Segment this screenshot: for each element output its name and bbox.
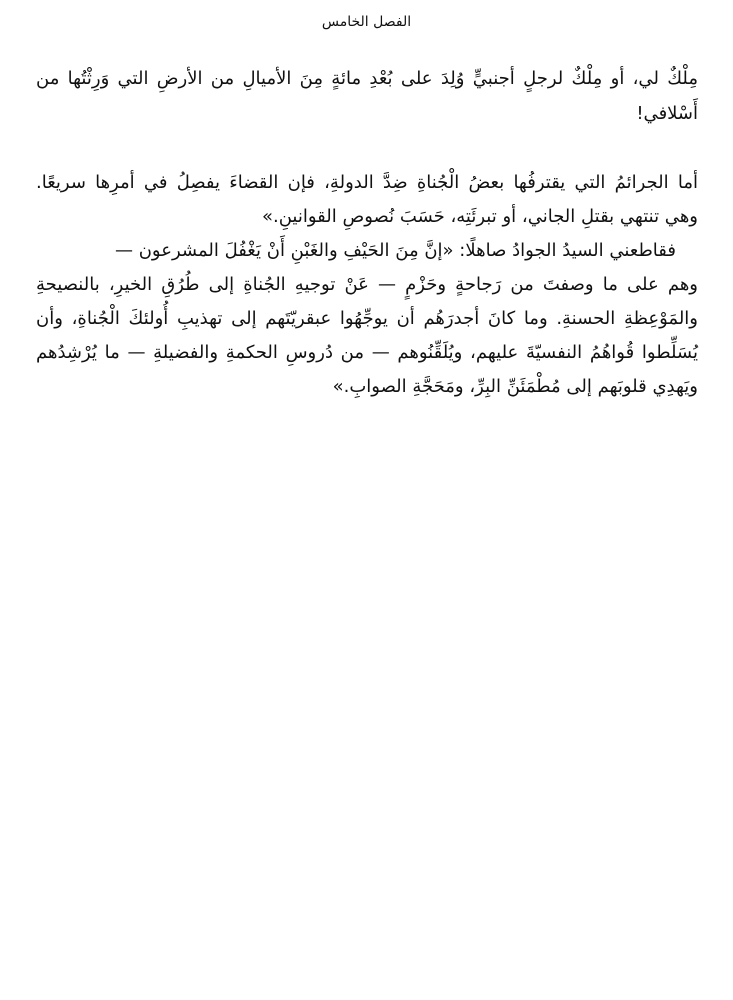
text-line: وهم على ما وصفتَ من رَجاحةٍ وحَزْمٍ — عَنْ توجيهِ الجُناةِ إلى طُرُقِ الخيرِ، بالنصيحةِ [36,274,698,295]
chapter-header: الفصل الخامس [321,14,412,30]
text-line: يُسَلِّطوا قُواهُمُ النفسيّةَ عليهم، ويُلَقِّنُوهم — من دُروسِ الحكمةِ والفضيلةِ — ما يُرْشِدُهم [36,342,698,363]
text-line: ويَهدِي قلوبَهم إلى مُطْمَئَنِّ البِرِّ، ومَحَجَّةِ الصوابِ.» [332,376,698,397]
text-line: مِلْكٌ لي، أو مِلْكٌ لرجلٍ أجنبيٍّ وُلِدَ على بُعْدِ مائةٍ مِنَ الأميالِ من الأرضِ التي وَرِثْتُها من [36,68,698,89]
text-line: فقاطعني السيدُ الجوادُ صاهلًا: «إنَّ مِنَ الحَيْفِ والغَبْنِ أَنْ يَغْفُلَ المشرعون — [114,240,676,261]
text-line: أَسْلافي! [636,103,698,124]
text-line: أما الجرائمُ التي يقترفُها بعضُ الْجُناةِ ضِدَّ الدولةِ، فإن القضاءَ يفصِلُ في أمرِها سريعًا. [36,172,698,193]
text-line: والمَوْعِظةِ الحسنةِ. وما كانَ أجدرَهُم أن يوجِّهُوا عبقريّتَهم إلى تهذيبِ أُولئكَ الْجُناةِ، وأن [36,308,698,329]
text-line: وهي تنتهي بقتلِ الجاني، أو تبرئَتِه، حَسَبَ نُصوصِ القوانينِ.» [262,206,698,227]
